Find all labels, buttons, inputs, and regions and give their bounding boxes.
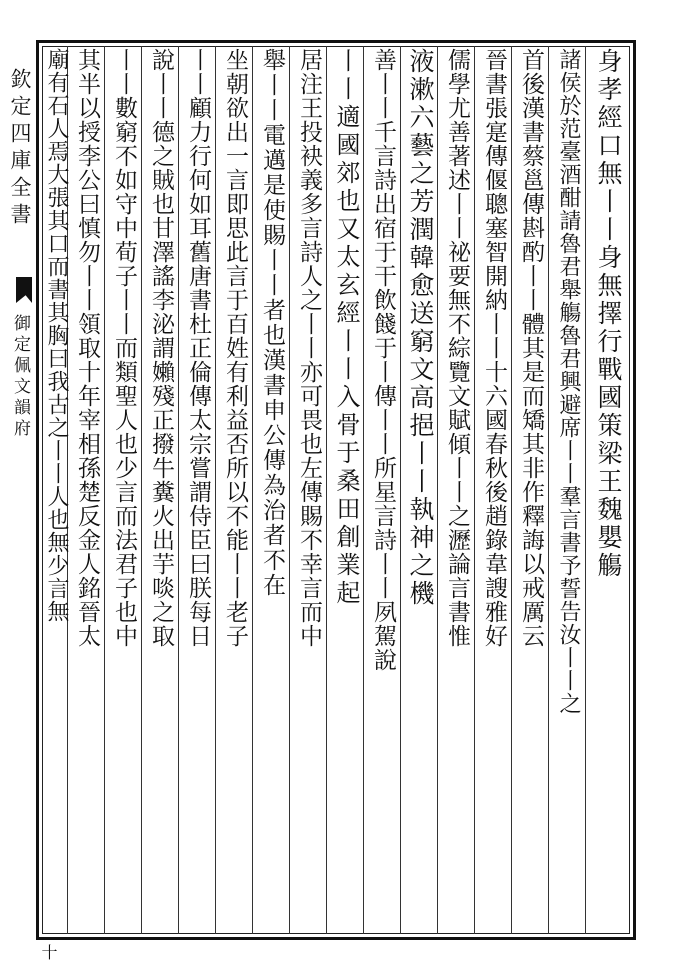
column-text: 舉丨丨電邁是使賜丨丨者也漢書申公傳為治者不在 <box>259 48 285 598</box>
fishtail-mark-icon <box>16 277 32 303</box>
column-text: 居注王投袂義多言詩人之丨丨亦可畏也左傳賜不幸言而中 <box>296 48 322 648</box>
column-text: 善丨丨千言詩出宿于干飲餞于丨傳丨丨所星言詩丨丨夙駕說 <box>370 48 396 672</box>
collection-title: 欽定四庫全書 <box>8 68 32 230</box>
column-text: 丨丨顧力行何如耳舊唐書杜正倫傳太宗嘗謂侍臣曰朕每日 <box>185 48 211 648</box>
column-text: 首後漢書蔡邕傳斟酌丨丨體其是而矯其非作釋誨以戒厲云 <box>518 48 544 648</box>
page-number: 十 <box>39 944 58 960</box>
column-text: 丨丨適國郊也又太玄經丨丨入骨于桑田創業起 <box>332 48 360 608</box>
column-text: 儒學尤善著述丨丨祕要無不綜覽文賦傾丨丨之瀝論言書惟 <box>444 48 470 648</box>
column-text: 廟有石人焉大張其口而書其胸曰我古之丨丨人也無少言無 <box>44 48 69 623</box>
column-text: 丨丨數窮不如守中荀子丨丨而類聖人也少言而法君子也中 <box>111 48 137 648</box>
book-title: 御定佩文韻府 <box>10 314 30 440</box>
column-text: 坐朝欲出一言即思此言于百姓有利益否所以不能丨丨老子 <box>222 48 248 648</box>
column-text: 液漱六藝之芳潤韓愈送窮文高挹丨丨執神之機 <box>406 48 435 608</box>
column-text: 身孝經口無丨丨身無擇行戰國策梁王魏嬰觴 <box>594 48 623 580</box>
column-text: 說丨丨德之賊也甘澤謠李泌謂嬾殘正撥牛糞火出芋啖之取 <box>148 48 174 648</box>
column-text: 其半以授李公曰慎勿丨丨領取十年宰相孫楚反金人銘晉太 <box>74 48 100 648</box>
text-column-15 <box>68 48 114 930</box>
running-head <box>6 52 34 942</box>
column-text: 晉書張寔傳偃聰塞智開納丨丨十六國春秋後趙錄韋謏雅好 <box>481 48 507 648</box>
text-column-16 <box>44 48 68 930</box>
column-text: 諸侯於范臺酒酣請魯君舉觴魯君興避席丨丨羣言書予誓告汝丨丨之 <box>556 48 581 715</box>
